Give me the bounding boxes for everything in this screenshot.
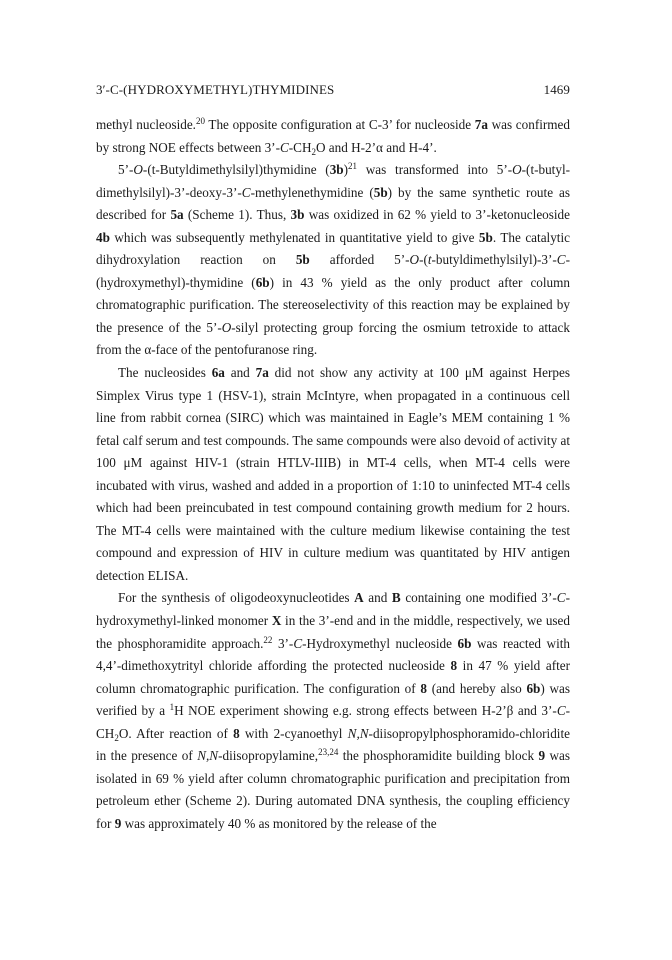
running-head: 3′-C-(HYDROXYMETHYL)THYMIDINES	[96, 82, 335, 97]
paragraph: methyl nucleoside.$^{20}$ The opposite configuration at C-3’ for nucleoside 7a was confirmed by strong NOE effects between $3’-C-CH_2O$ and H-2’α and H-4’.	[96, 116, 570, 157]
paragraph: 5’-O-(t-Butyldimethylsilyl)thymidine $(3b)^{21}$ was transformed into 5’-O-(t-butyl-dimethylsilyl)-3’-deoxy-3’-C-methylenethymidine (5b) by the same synthetic route as described for 5a (Scheme 1). Thus, 3b was oxidized in 62 % yield to 3’-ketonucleoside 4b which was subsequently methylenated in quantitative yield to give 5b. The catalytic dihydroxylation reaction on 5b afforded 5’-O-(t-butyldimethylsilyl)-3’-C-(hydroxymethyl)-thymidine (6b) in 43 % yield as the only product after column chromatographic purification. The stereoselectivity of this reaction may be explained by the presence of the 5’-O-silyl protecting group forcing the osmium tetroxide to attack from the α-face of the pentofuranose ring.	[96, 161, 571, 358]
body-text	[96, 114, 570, 836]
page-number: 1469	[543, 82, 570, 97]
paragraph: For the synthesis of oligodeoxynucleotides A and B containing one modified 3’-C-hydroxymethyl-linked monomer X in the 3’-end and in the middle, respectively, we used the phosphoramidite approach.$^{22}$ 3’-C-Hydroxymethyl nucleoside 6b was reacted with 4,4’-dimethoxytrityl chloride affording the protected nucleoside 8 in 47 % yield after column chromatographic purification. The configuration of 8 (and hereby also 6b) was verified by a $^1$H NOE experiment showing e.g. strong effects between H-2’β and $3’-C-CH_2O$. After reaction of 8 with 2-cyanoethyl N,N-diisopropylphosphoramido-chloridite in the presence of N,N-diisopropylamine,$^{23,24}$ the phosphoramidite building block 9 was isolated in 69 % yield after column chromatographic purification and precipitation from petroleum ether (Scheme 2). During automated DNA synthesis, the coupling efficiency for 9 was approximately 40 % as monitored by the release of the	[96, 590, 571, 831]
paragraph: The nucleosides 6a and 7a did not show any activity at 100 μM against Herpes Simplex Virus type 1 (HSV-1), strain McIntyre, when propagated in a continuous cell line from rabbit cornea (SIRC) which was maintained in Eagle’s MEM containing 1 % fetal calf serum and test compounds. The same compounds were also devoid of activity at 100 μM against HIV-1 (strain HTLV-IIIB) in MT-4 cells, when MT-4 cells were incubated with virus, washed and added in a proportion of 1:10 to uninfected MT-4 cells which had been preincubated in test compound containing growth medium for 2 hours. The MT-4 cells were maintained with the culture medium likewise containing the test compound and expression of HIV in culture medium was quantitated by HIV antigen detection ELISA.	[96, 365, 571, 583]
